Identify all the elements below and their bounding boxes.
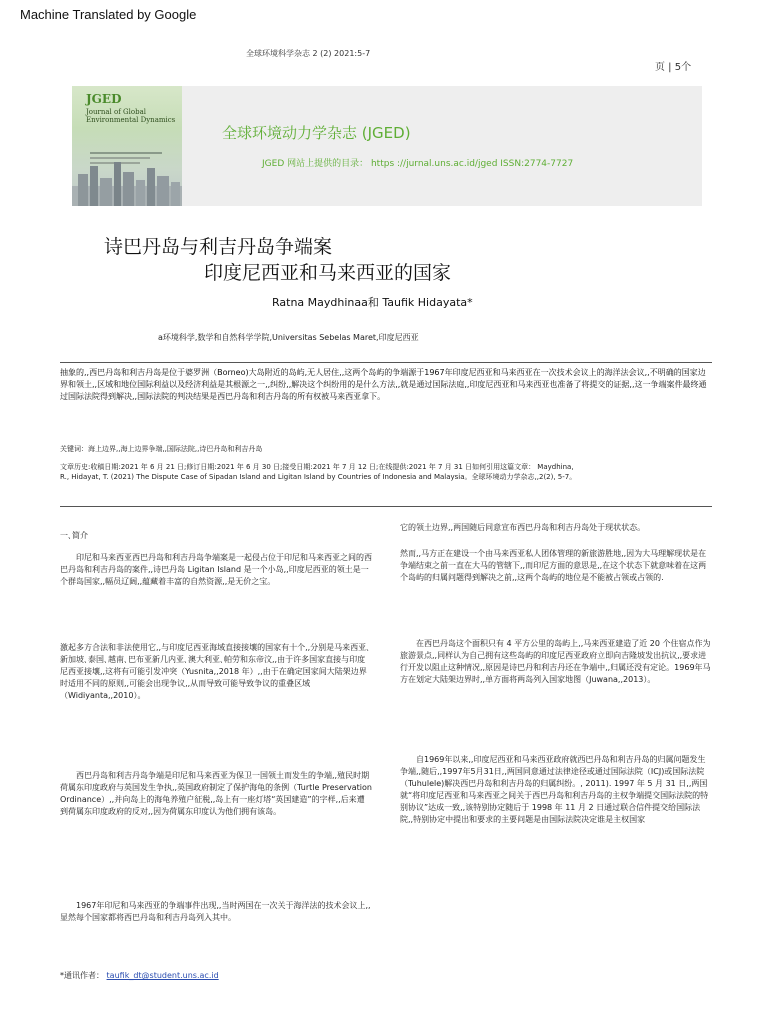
right-paragraph-4: 自1969年以来,,印度尼西亚和马来西亚政府就西巴丹岛和利吉丹岛的归属问题发生争端,,随后,,1997年5月31日,,两国同意通过法律途径或通过国际法院（ICJ)或国际法院（Tuhulele)解决西巴丹岛和利吉丹岛的归属纠纷。, 2011). 1997 年 5 月 31 日,,两国就“将印度尼西亚和马来西亚之间关于西巴丹岛和利吉丹岛的主权争端提交国际法院的特别协议”达成一致,,该特别协定随后于 1998 年 11 月 2 日通过联合信件提交给国际法院,,特别协定中提出和要求的主要问题是由国际法院决定谁是主权国家	[400, 755, 709, 824]
section-heading-intro: 一､简介	[60, 531, 88, 540]
left-paragraph-4: 1967年印尼和马来西亚的争端事件出现,,当时两国在一次关于海洋法的技术会议上,,显然每个国家都将西巴丹岛和利吉丹岛列入其中。	[60, 901, 371, 922]
journal-cover-image	[72, 86, 182, 206]
machine-translation-label: Machine Translated by Google	[20, 7, 197, 22]
left-paragraph-1: 印尼和马来西亚西巴丹岛和利吉丹岛争端案是一起侵占位于印尼和马来西亚之间的西巴丹岛和利吉丹岛的案件,,诗巴丹岛 Ligitan Island 是一个小岛,,印度尼西亚的领土是一个群岛国家,,幅员辽阔,,蕴藏着丰富的自然资源,,是无价之宝。	[60, 553, 372, 586]
left-paragraph-3: 西巴丹岛和利吉丹岛争端是印尼和马来西亚为保卫一国领土而发生的争端,,殖民时期荷属东印度政府与英国发生争执,,英国政府制定了保护海龟的条例（Turtle Preservation Ordinance）,,并向岛上的海龟养殖户征税,,岛上有一座灯塔“英国建造”的字样,,后来遭到荷属东印度政府的反对,,因为荷属东印度认为他们拥有该岛。	[60, 771, 372, 816]
page-number: 页 | 5个	[655, 62, 692, 73]
cover-title	[86, 108, 175, 124]
journal-banner	[72, 86, 702, 206]
article-history: 文章历史:收稿日期:2021 年 6 月 21 日;修订日期:2021 年 6 月 30 日;接受日期:2021 年 7 月 12 日;在线提供:2021 年 7 月 31 日如何引用这篇文章： Maydhina, R., Hidayat, T. (2021) The Dispute Case of Sipadan Island and Ligitan Island by Countries of Indonesia and Malaysia。全球环境动力学杂志,,2(2), 5-7。	[60, 463, 577, 481]
corresponding-author-label: *通讯作者：	[60, 971, 104, 980]
journal-title: 全球环境动力学杂志 (JGED)	[222, 124, 411, 142]
article-title-line-1: 诗巴丹岛与利吉丹岛争端案	[104, 236, 333, 258]
keywords: 关键词：海上边界,,海上边界争端,,国际法院,,诗巴丹岛和利吉丹岛	[60, 445, 263, 453]
abstract: 抽象的,,西巴丹岛和利吉丹岛是位于婆罗洲（Borneo)大岛附近的岛屿,无人居住,,这两个岛屿的争端源于1967年印度尼西亚和马来西亚在一次技术会议上的海洋法会议,,不明确的国家边界和领土,,区域和地位国际利益以及经济利益是其根源之一,,纠纷,,解决这个纠纷用的是什么方法,,就是通过国际法庭,,印度尼西亚和马来西亚也准备了将提交的证据,,这一争端案件最终通过国际法院得到解决,,国际法院的判决结果是西巴丹岛和利吉丹岛的所有权被马来西亚拿下。	[60, 368, 707, 401]
affiliation: a环境科学,数学和自然科学学院,Universitas Sebelas Maret,印度尼西亚	[158, 333, 419, 342]
divider-bottom	[60, 506, 712, 507]
city-skyline-graphic	[72, 160, 182, 206]
cover-title-line-2: Environmental Dynamics	[86, 116, 176, 124]
author-email-link[interactable]: taufik_dt@student.uns.ac.id	[106, 971, 219, 980]
right-paragraph-2: 然而,,马方正在建设一个由马来西亚私人团体管理的新旅游胜地,,因为大马理解现状是在争端结束之前一直在大马的管辖下,,而印尼方面的意思是,,在这个状态下就意味着在这两个岛屿的归属问题得到解决之前,,这两个岛屿的地位是不能被占领或占领的.	[400, 549, 707, 582]
right-paragraph-1: 它的领土边界,,两国随后同意宣布西巴丹岛和利吉丹岛处于现状状态。	[400, 523, 646, 532]
divider-top	[60, 362, 712, 363]
journal-url[interactable]: JGED 网站上提供的目录： https ://jurnal.uns.ac.id/jged ISSN:2774-7727	[262, 159, 574, 169]
cover-logo: JGED	[86, 92, 122, 106]
cover-title-line-1: Journal of Global	[86, 108, 146, 116]
corresponding-author	[60, 970, 219, 981]
article-title-line-2: 印度尼西亚和马来西亚的国家	[204, 262, 452, 284]
authors: Ratna Maydhinaa和 Taufik Hidayata*	[272, 296, 473, 309]
right-paragraph-3: 在西巴丹岛这个面积只有 4 平方公里的岛屿上,,马来西亚建造了近 20 个住宿点作为旅游景点,,同样认为自己拥有这些岛屿的印度尼西亚政府立即向吉隆坡发出抗议,,要求进行开发以阻止这种情况,,原因是诗巴丹和利吉丹还在争端中,,归属还没有定论。1969年马方在划定大陆架边界时,,单方面将两岛列入国家地图（Juwana,,2013）。	[400, 639, 711, 684]
running-head: 全球环境科学杂志 2 (2) 2021:5-7	[246, 49, 371, 58]
left-paragraph-2: 激起多方合法和非法使用它,,与印度尼西亚海域直接接壤的国家有十个,,分别是马来西亚､新加坡､泰国､越南､巴布亚新几内亚､澳大利亚､帕劳和东帝汶,,由于许多国家直接与印度尼西亚接壤,,这将有可能引发冲突（Yusnita,,2018 年）,,由于在确定国家间大陆架边界时适用不同的原则,,可能会出现争议,,从而导致可能导致争议的重叠区域（Widiyanta,,2010）。	[60, 643, 371, 700]
